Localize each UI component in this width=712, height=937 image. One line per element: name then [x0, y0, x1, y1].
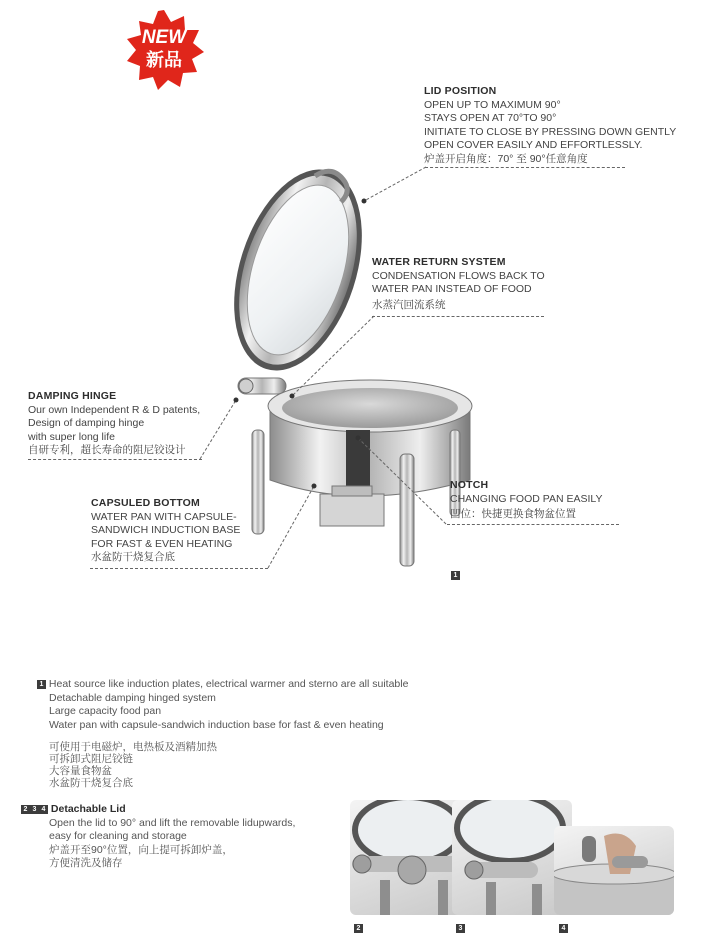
- step-number: 4: [39, 805, 48, 814]
- feature-en: Water pan with capsule-sandwich induction base for fast & even heating: [49, 718, 384, 731]
- photo-label: 3: [456, 924, 465, 933]
- callout-line: STAYS OPEN AT 70°TO 90°: [424, 112, 557, 124]
- callout-cn: 炉盖开启角度：70° 至 90°任意角度: [424, 152, 588, 165]
- detachable-en: easy for cleaning and storage: [49, 830, 187, 842]
- callout-cn: 凹位：快捷更换食物盆位置: [450, 508, 576, 520]
- bottom-leader-diagonal: [264, 480, 320, 572]
- callout-line: CONDENSATION FLOWS BACK TO: [372, 269, 545, 282]
- detachable-title: Detachable Lid: [50, 803, 126, 815]
- new-badge-en: NEW: [141, 27, 187, 48]
- feature-en-row: [37, 678, 408, 692]
- callout-line: Our own Independent R & D patents,: [28, 403, 201, 416]
- photo-label: 2: [354, 924, 363, 933]
- callout-lid-position: [424, 85, 676, 166]
- detachable-cn: 炉盖开至90°位置，向上提可拆卸炉盖，: [49, 843, 233, 856]
- callout-line: CHANGING FOOD PAN EASILY: [450, 492, 603, 505]
- feature-cn: 水盆防干烧复合底: [49, 777, 133, 789]
- feature-number: 1: [37, 680, 46, 689]
- new-badge: [122, 8, 206, 92]
- feature-cn: 可拆卸式阻尼铰链: [49, 753, 133, 765]
- callout-line: FOR FAST & EVEN HEATING: [91, 537, 233, 550]
- callout-cn: 自研专利，超长寿命的阻尼铰设计: [28, 444, 186, 456]
- callout-title: WATER RETURN SYSTEM: [372, 256, 506, 268]
- step-number: 3: [30, 805, 39, 814]
- step-number: 2: [21, 805, 30, 814]
- callout-line: Design of damping hinge: [28, 417, 145, 429]
- callout-notch: [450, 479, 602, 522]
- feature-cn: 大容量食物盆: [49, 765, 112, 777]
- feature-en: Large capacity food pan: [49, 705, 162, 717]
- feature-en: Heat source like induction plates, electrical warmer and sterno are all suitable: [48, 678, 409, 690]
- callout-damping-hinge: [28, 390, 200, 458]
- notch-leader: [447, 524, 619, 525]
- feature-cn: 可使用于电磁炉，电热板及酒精加热: [49, 741, 217, 753]
- callout-cn: 水蒸汽回流系统: [372, 298, 446, 311]
- new-badge-cn: 新品: [146, 50, 182, 70]
- water-leader: [372, 316, 544, 317]
- lid-removed-image: [554, 826, 674, 915]
- callout-title: LID POSITION: [424, 85, 497, 97]
- callout-cn: 水盆防干烧复合底: [91, 551, 175, 563]
- detachable-en: Open the lid to 90° and lift the removable lidupwards,: [49, 816, 296, 829]
- callout-title: CAPSULED BOTTOM: [91, 497, 200, 509]
- features-section: [37, 678, 408, 789]
- hinge-leader: [28, 459, 202, 460]
- callout-line: OPEN UP TO MAXIMUM 90°: [424, 98, 561, 111]
- detachable-title-row: [21, 803, 295, 817]
- lid-leader: [425, 167, 625, 168]
- detachable-lid-section: [21, 803, 295, 871]
- callout-line: OPEN COVER EASILY AND EFFORTLESSLY.: [424, 139, 643, 151]
- feature-en: Detachable damping hinged system: [49, 691, 216, 704]
- water-leader-diagonal: [288, 314, 378, 400]
- photo-lid-removed: [554, 826, 674, 915]
- detachable-cn: 方便清洗及储存: [49, 857, 123, 869]
- callout-title: DAMPING HINGE: [28, 390, 117, 402]
- lid-leader-diagonal: [360, 165, 430, 205]
- callout-water-return: [372, 256, 545, 312]
- callout-title: NOTCH: [450, 479, 489, 491]
- callout-line: INITIATE TO CLOSE BY PRESSING DOWN GENTLY: [424, 125, 677, 138]
- callout-line: WATER PAN WITH CAPSULE-: [91, 510, 237, 523]
- callout-capsuled-bottom: [91, 497, 240, 565]
- bottom-leader: [90, 568, 268, 569]
- callout-line: WATER PAN INSTEAD OF FOOD: [372, 283, 532, 295]
- notch-leader-diagonal: [354, 434, 450, 528]
- figure-label: 1: [451, 571, 460, 580]
- hinge-leader-diagonal: [198, 396, 246, 462]
- callout-line: SANDWICH INDUCTION BASE: [91, 524, 241, 536]
- hinge: [238, 378, 286, 394]
- photo-label: 4: [559, 924, 568, 933]
- callout-line: with super long life: [28, 430, 115, 443]
